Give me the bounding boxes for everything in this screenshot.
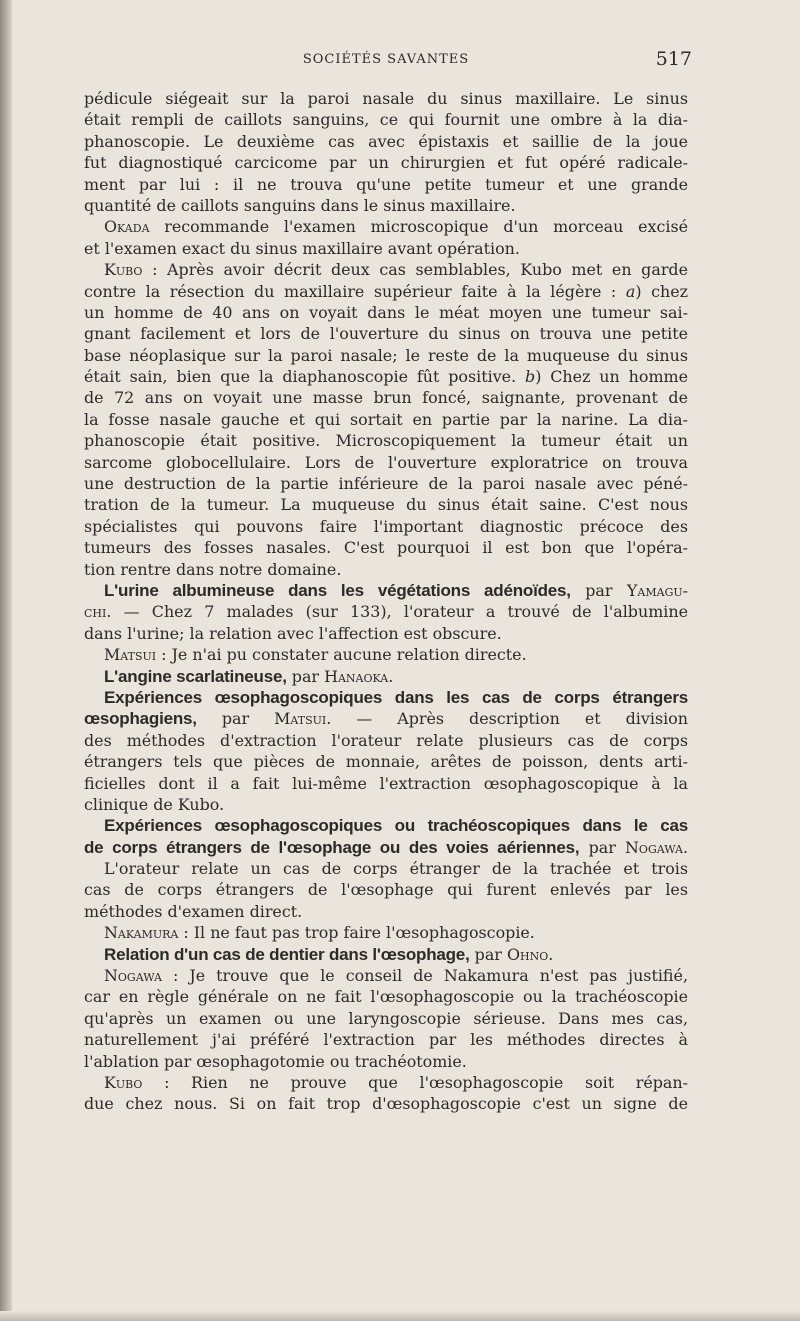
text-line — [84, 216, 688, 237]
text-span: étrangers tels que pièces de monnaie, arêtes de poisson, dents arti- — [84, 752, 688, 772]
text-line — [84, 666, 688, 687]
text-span: par — [196, 709, 275, 729]
text-line — [84, 452, 688, 473]
text-span: base néoplasique sur la paroi nasale; le reste de la muqueuse du sinus — [84, 345, 688, 365]
text-span: gnant facilement et lors de l'ouverture du sinus on trouva une petite — [84, 324, 688, 344]
author-name: Okada — [104, 217, 150, 237]
text-span: ment par lui : il ne trouva qu'une petite tumeur et une grande — [84, 174, 688, 194]
author-name: Nakamura — [104, 923, 179, 943]
section-heading: de corps étrangers de l'œsophage ou des voies aériennes, — [84, 837, 580, 857]
author-name: Nogawa — [625, 837, 683, 857]
text-line — [84, 1008, 688, 1029]
text-span: a — [625, 281, 636, 301]
text-span: : Je trouve que le conseil de Nakamura n'est pas justifié, — [161, 966, 688, 986]
text-span: L'orateur relate un cas de corps étranger de la trachée et trois — [104, 859, 688, 879]
text-span: une destruction de la partie inférieure de la paroi nasale avec péné- — [84, 474, 688, 494]
author-name: Matsui — [104, 645, 157, 665]
text-span: : Il ne faut pas trop faire l'œsophagoscopie. — [178, 923, 535, 943]
text-span: spécialistes qui pouvons faire l'important diagnostic précoce des — [84, 516, 688, 536]
text-line — [84, 1093, 688, 1114]
text-line — [84, 708, 688, 729]
text-line — [84, 986, 688, 1007]
text-span: par — [469, 944, 507, 964]
text-line — [84, 559, 688, 580]
text-line — [84, 837, 688, 858]
text-line — [84, 323, 688, 344]
text-span: par — [579, 837, 626, 857]
text-line — [84, 345, 688, 366]
author-name: Matsui — [274, 709, 327, 729]
text-span: qu'après un examen ou une laryngoscopie sérieuse. Dans mes cas, — [84, 1008, 688, 1028]
text-line — [84, 195, 688, 216]
text-span: phanoscopie. Le deuxième cas avec épistaxis et saillie de la joue — [84, 131, 688, 151]
text-line — [84, 302, 688, 323]
text-line — [84, 730, 688, 751]
text-span: phanoscopie était positive. Microscopiquement la tumeur était un — [84, 431, 688, 451]
text-span: : Rien ne prouve que l'œsophagoscopie soit répan- — [142, 1072, 688, 1092]
text-span: des méthodes d'extraction l'orateur relate plusieurs cas de corps — [84, 730, 688, 750]
text-line — [84, 494, 688, 515]
text-span: . — [548, 944, 554, 964]
text-span: naturellement j'ai préféré l'extraction par les méthodes directes à — [84, 1030, 688, 1050]
text-line — [84, 387, 688, 408]
text-span: tration de la tumeur. La muqueuse du sinus était saine. C'est nous — [84, 495, 688, 515]
section-heading: Expériences œsophagoscopiques ou trachéoscopiques dans le cas — [104, 816, 688, 836]
text-span: contre la résection du maxillaire supérieur faite à la légère : — [84, 281, 626, 301]
text-line — [84, 131, 688, 152]
text-span: ) chez — [635, 281, 688, 301]
text-line — [84, 944, 688, 965]
text-line — [84, 965, 688, 986]
text-span: clinique de Kubo. — [84, 794, 225, 814]
text-span: tumeurs des fosses nasales. C'est pourquoi il est bon que l'opéra- — [84, 538, 688, 558]
text-line — [84, 751, 688, 772]
author-name: Ohno — [506, 944, 549, 964]
text-span: : Je n'ai pu constater aucune relation directe. — [156, 645, 527, 665]
author-name: Nogawa — [104, 966, 162, 986]
text-line — [84, 687, 688, 708]
text-line — [84, 922, 688, 943]
text-line — [84, 858, 688, 879]
section-heading: L'angine scarlatineuse, — [104, 666, 287, 686]
text-span: b — [525, 367, 536, 387]
text-span: était sain, bien que la diaphanoscopie fût positive. — [84, 367, 526, 387]
body-text — [84, 88, 688, 1115]
text-line — [84, 794, 688, 815]
text-span: méthodes d'examen direct. — [84, 901, 303, 921]
text-line — [84, 430, 688, 451]
text-span: : Après avoir décrit deux cas semblables, Kubo met en garde — [142, 260, 688, 280]
page-header — [80, 48, 692, 74]
text-line — [84, 152, 688, 173]
author-name: Kubo — [104, 1072, 143, 1092]
text-line — [84, 88, 688, 109]
text-line — [84, 409, 688, 430]
text-span: cas de corps étrangers de l'œsophage qui furent enlevés par les — [84, 880, 688, 900]
text-line — [84, 516, 688, 537]
text-span: par — [286, 666, 325, 686]
page-number: 517 — [655, 48, 692, 70]
text-span: de 72 ans on voyait une masse brun foncé, saignante, provenant de — [84, 388, 688, 408]
section-heading: L'urine albumineuse dans les végétations adénoïdes, — [104, 580, 571, 600]
text-line — [84, 1029, 688, 1050]
text-line — [84, 773, 688, 794]
text-line — [84, 281, 688, 302]
text-line — [84, 601, 688, 622]
text-line — [84, 109, 688, 130]
text-span: . — Chez 7 malades (sur 133), l'orateur a trouvé de l'albumine — [106, 602, 688, 622]
author-name: Hanaoka — [324, 666, 389, 686]
text-line — [84, 623, 688, 644]
text-span: car en règle générale on ne fait l'œsophagoscopie ou la trachéoscopie — [84, 987, 688, 1007]
text-span: et l'examen exact du sinus maxillaire avant opération. — [84, 238, 520, 258]
text-span: pédicule siégeait sur la paroi nasale du sinus maxillaire. Le sinus — [84, 89, 688, 108]
text-line — [84, 1072, 688, 1093]
text-span: . — [682, 837, 688, 857]
text-span: . — Après description et division — [326, 709, 688, 729]
text-line — [84, 238, 688, 259]
author-name: chi — [84, 602, 107, 622]
text-line — [84, 815, 688, 836]
section-heading: œsophagiens, — [84, 709, 197, 729]
text-span: était rempli de caillots sanguins, ce qui fournit une ombre à la dia- — [84, 110, 688, 130]
text-line — [84, 259, 688, 280]
text-span: fut diagnostiqué carcicome par un chirurgien et fut opéré radicale- — [84, 153, 688, 173]
text-line — [84, 580, 688, 601]
section-heading: Relation d'un cas de dentier dans l'œsophage, — [104, 944, 470, 964]
text-span: sarcome globocellulaire. Lors de l'ouverture exploratrice on trouva — [84, 452, 688, 472]
section-heading: Expériences œsophagoscopiques dans les cas de corps étrangers — [104, 687, 688, 707]
text-span: ) Chez un homme — [535, 367, 688, 387]
text-span: due chez nous. Si on fait trop d'œsophagoscopie c'est un signe de — [84, 1094, 688, 1114]
text-span: dans l'urine; la relation avec l'affection est obscure. — [84, 623, 502, 643]
text-span: tion rentre dans notre domaine. — [84, 559, 342, 579]
text-span: ficielles dont il a fait lui-même l'extraction œsophagoscopique à la — [84, 773, 688, 793]
text-line — [84, 366, 688, 387]
text-span: la fosse nasale gauche et qui sortait en partie par la narine. La dia- — [84, 409, 688, 429]
text-line — [84, 1051, 688, 1072]
text-span: un homme de 40 ans on voyait dans le méat moyen une tumeur sai- — [84, 302, 688, 322]
text-line — [84, 537, 688, 558]
text-line — [84, 473, 688, 494]
text-span: l'ablation par œsophagotomie ou trachéotomie. — [84, 1051, 467, 1071]
text-span: recommande l'examen microscopique d'un morceau excisé — [149, 217, 688, 237]
author-name: Kubo — [104, 260, 143, 280]
text-span: quantité de caillots sanguins dans le sinus maxillaire. — [84, 195, 516, 215]
text-line — [84, 879, 688, 900]
text-line — [84, 901, 688, 922]
text-span: par — [570, 580, 627, 600]
text-span: . — [388, 666, 394, 686]
author-name: Yamagu- — [626, 580, 688, 600]
running-title: SOCIÉTÉS SAVANTES — [302, 52, 470, 67]
text-line — [84, 174, 688, 195]
text-line — [84, 644, 688, 665]
